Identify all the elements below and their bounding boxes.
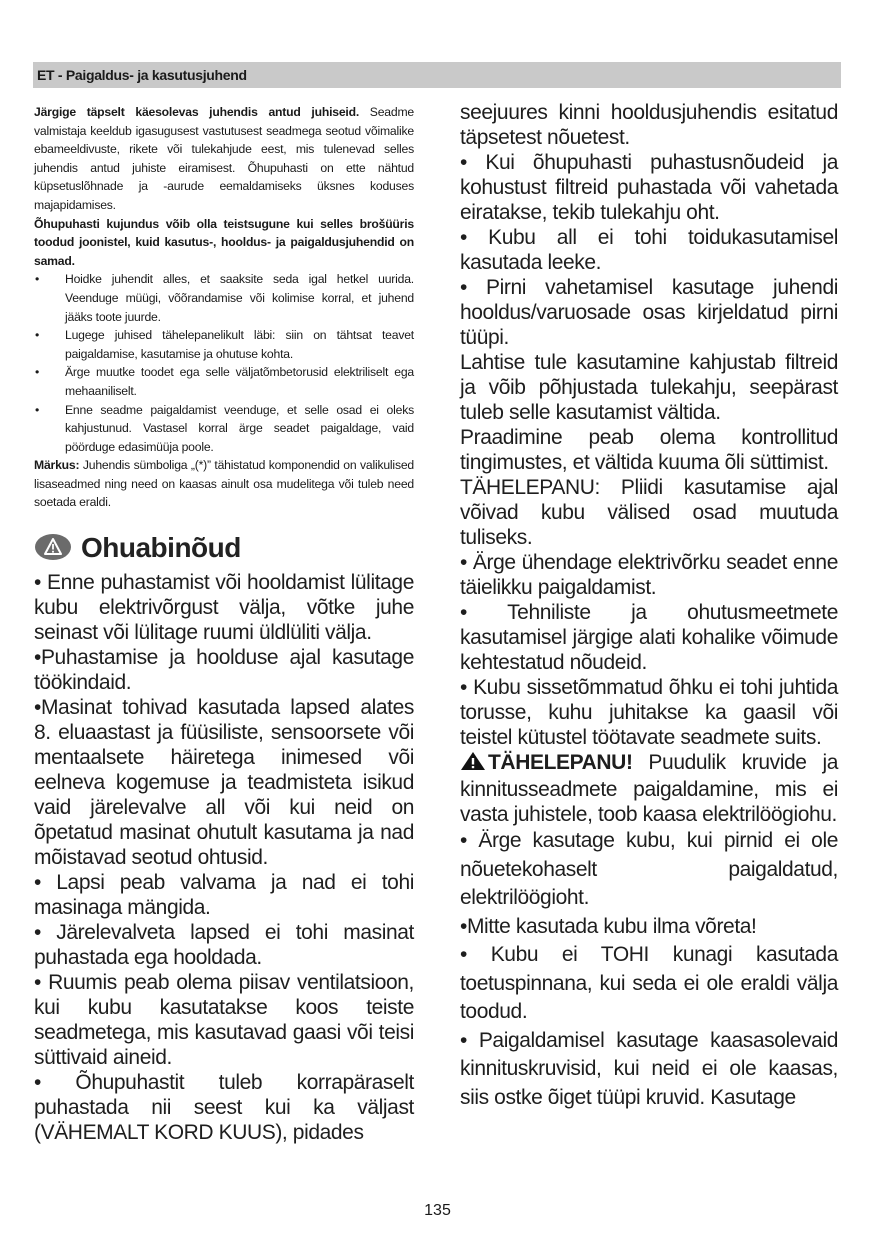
safety-paragraph: • Kubu ei TOHI kunagi kasutada toetuspinnana, kui seda ei ole eraldi välja toodud. xyxy=(460,943,838,1023)
safety-paragraph: • Kubu all ei tohi toidukasutamisel kasutada leeke. xyxy=(460,226,838,274)
bullet-text: Enne seadme paigaldamist veenduge, et selle osad ei oleks kahjustunud. Vastasel korral ärge seadet paigaldage, vaid pöörduge edasimüüja poole. xyxy=(65,402,414,454)
section-title: Ohuabinõud xyxy=(81,532,241,563)
safety-paragraph: • Järelevalveta lapsed ei tohi masinat puhastada ega hooldada. xyxy=(34,921,414,969)
bullet-symbol: • xyxy=(35,402,40,417)
list-item xyxy=(34,270,414,326)
intro-block xyxy=(34,103,414,512)
intro-paragraph xyxy=(34,103,414,215)
safety-paragraph: • Pirni vahetamisel kasutage juhendi hooldus/varuosade osas kirjeldatud pirni tüüpi. xyxy=(460,276,838,349)
bullet-text: Ärge muutke toodet ega selle väljatõmbetorusid elektriliselt ega mehaaniliselt. xyxy=(65,365,414,398)
safety-section-heading xyxy=(34,530,414,570)
safety-paragraph: • Kubu sissetõmmatud õhku ei tohi juhtida torusse, kuhu juhitakse ka gaasil või teistel kütustel töötavate seadmete suits. xyxy=(460,676,838,749)
safety-column-left xyxy=(34,570,414,1145)
bullet-symbol: • xyxy=(35,272,40,287)
list-item xyxy=(34,401,414,457)
warning-triangle-icon xyxy=(460,751,486,777)
bullet-symbol: • xyxy=(35,365,40,380)
remark-text: Juhendis sümboliga „(*)” tähistatud komponendid on valikulised lisaseadmed ning need on kaasas ainult osa mudelitega või tuleb need soetada eraldi. xyxy=(34,458,414,510)
safety-paragraph: Lahtise tule kasutamine kahjustab filtreid ja võib põhjustada tulekahju, seepärast tuleb selle kasutamist vältida. xyxy=(460,351,838,424)
safety-paragraph: • Enne puhastamist või hooldamist lülitage kubu elektrivõrgust välja, võtke juhe seinast või lülitage ruumi üldlüliti välja. xyxy=(34,571,414,644)
safety-paragraph: • Ärge kasutage kubu, kui pirnid ei ole nõuetekohaselt paigaldatud, elektrilöögioht. xyxy=(460,829,838,909)
remark-label: Märkus: xyxy=(34,458,80,473)
intro-bold-lead: Järgige täpselt käesolevas juhendis antud juhiseid. xyxy=(34,105,360,119)
safety-paragraph: • Kui õhupuhasti puhastusnõudeid ja kohustust filtreid puhastada või vahetada eiratakse, tekib tulekahju oht. xyxy=(460,151,838,224)
warning-text: Puudulik kruvide ja kinnitusseadmete paigaldamine, mis ei vasta juhistele, toob kaasa elektrilöögiohu. xyxy=(460,751,838,826)
intro-bullet-list xyxy=(34,270,414,456)
design-note: Õhupuhasti kujundus võib olla teistsugune kui selles brošüüris toodud joonistel, kuid kasutus-, hooldus- ja paigaldusjuhendid on samad. xyxy=(34,216,414,268)
safety-paragraph: • Ärge ühendage elektrivõrku seadet enne täielikku paigaldamist. xyxy=(460,551,838,599)
bullet-text: Hoidke juhendit alles, et saaksite seda igal hetkel uurida. Veenduge müügi, võõrandamise või kolimise korral, et juhend jääks toote juurde. xyxy=(65,272,414,324)
safety-paragraph: Praadimine peab olema kontrollitud tingimustes, et vältida kuuma õli süttimist. xyxy=(460,426,838,474)
warning-label: TÄHELEPANU! xyxy=(488,751,633,774)
safety-paragraph: seejuures kinni hooldusjuhendis esitatud täpsetest nõuetest. xyxy=(460,101,838,149)
safety-paragraph: • Ruumis peab olema piisav ventilatsioon, kui kubu kasutatakse koos teiste seadmetega, mis kasutavad gaasi või teisi süttivaid aineid. xyxy=(34,971,414,1069)
safety-paragraph: • Lapsi peab valvama ja nad ei tohi masinaga mängida. xyxy=(34,871,414,919)
warning-paragraph xyxy=(460,750,838,827)
list-item xyxy=(34,326,414,363)
safety-paragraph-group xyxy=(460,827,838,1112)
bullet-text: Lugege juhised tähelepanelikult läbi: siin on tähtsat teavet paigaldamise, kasutamise ja ohutuse kohta. xyxy=(65,328,414,361)
remark-paragraph xyxy=(34,456,414,512)
list-item xyxy=(34,363,414,400)
warning-icon xyxy=(35,534,71,560)
safety-column-right xyxy=(460,100,838,1112)
header-title: ET - Paigaldus- ja kasutusjuhend xyxy=(37,67,247,83)
safety-paragraph: • Õhupuhastit tuleb korrapäraselt puhastada nii seest kui ka väljast (VÄHEMALT KORD KUUS), pidades xyxy=(34,1071,414,1144)
bullet-symbol: • xyxy=(35,328,40,343)
safety-paragraph: • Tehniliste ja ohutusmeetmete kasutamisel järgige alati kohalike võimude kehtestatud nõudeid. xyxy=(460,601,838,674)
intro-text: Seadme valmistaja keeldub igasugusest vastutusest seadmega seotud võimalike ebameeldivuste, rikete või tulekahjude eest, mis tulenevad selles juhendis antud juhiste eiramisest. Õhupuhasti on ette nähtud küpsetuslõhnade ja -aurude eemaldamiseks üksnes koduses majapidamises. xyxy=(34,105,414,212)
safety-paragraph: •Masinat tohivad kasutada lapsed alates 8. eluaastast ja füüsiliste, sensoorsete või mentaalsete häiretega inimesed või eelneva kogemuse ja teadmisteta isikud vaid järelevalve all või kui neid on õpetatud masinat ohutult kasutama ja nad mõistavad seotud ohtusid. xyxy=(34,696,414,869)
safety-paragraph: •Mitte kasutada kubu ilma võreta! xyxy=(460,914,757,938)
page-number: 135 xyxy=(424,1202,451,1219)
safety-paragraph: • Paigaldamisel kasutage kaasasolevaid kinnituskruvisid, kui neid ei ole kaasas, siis ostke õiget tüüpi kruvid. Kasutage xyxy=(460,1028,838,1109)
safety-paragraph: •Puhastamise ja hoolduse ajal kasutage töökindaid. xyxy=(34,646,414,694)
safety-paragraph: TÄHELEPANU: Pliidi kasutamise ajal võivad kubu välised osad muutuda tuliseks. xyxy=(460,476,838,549)
section-header-bar xyxy=(33,62,841,88)
